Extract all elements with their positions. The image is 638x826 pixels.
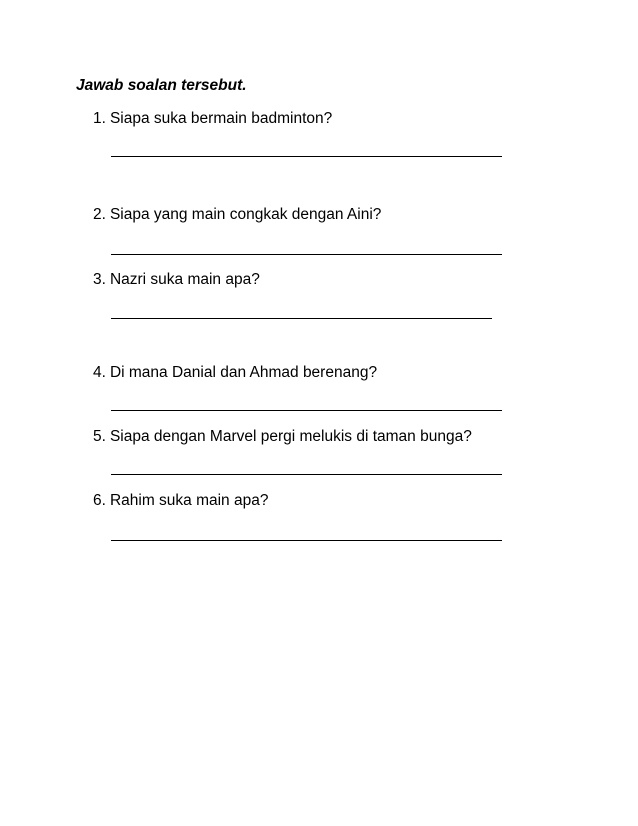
question-text: Siapa dengan Marvel pergi melukis di taman bunga? xyxy=(109,428,472,445)
question-2 xyxy=(93,206,381,224)
question-4 xyxy=(93,364,377,382)
question-6 xyxy=(93,492,268,510)
question-number: 1. xyxy=(93,110,106,127)
instruction-heading: Jawab soalan tersebut. xyxy=(76,77,247,94)
question-3 xyxy=(93,271,260,289)
question-number: 2. xyxy=(93,206,106,223)
answer-line-5[interactable] xyxy=(111,474,502,475)
question-text: Siapa suka bermain badminton? xyxy=(109,110,333,127)
answer-line-1[interactable] xyxy=(111,156,502,157)
question-1 xyxy=(93,110,332,128)
answer-line-3[interactable] xyxy=(111,318,492,319)
answer-line-2[interactable] xyxy=(111,254,502,255)
question-number: 6. xyxy=(93,492,106,509)
question-number: 5. xyxy=(93,428,106,445)
answer-line-6[interactable] xyxy=(111,540,502,541)
question-text: Nazri suka main apa? xyxy=(109,271,260,288)
question-5 xyxy=(93,428,472,446)
answer-line-4[interactable] xyxy=(111,410,502,411)
question-text: Rahim suka main apa? xyxy=(109,492,269,509)
question-number: 3. xyxy=(93,271,106,288)
question-text: Siapa yang main congkak dengan Aini? xyxy=(109,206,382,223)
question-number: 4. xyxy=(93,364,106,381)
question-text: Di mana Danial dan Ahmad berenang? xyxy=(109,364,378,381)
